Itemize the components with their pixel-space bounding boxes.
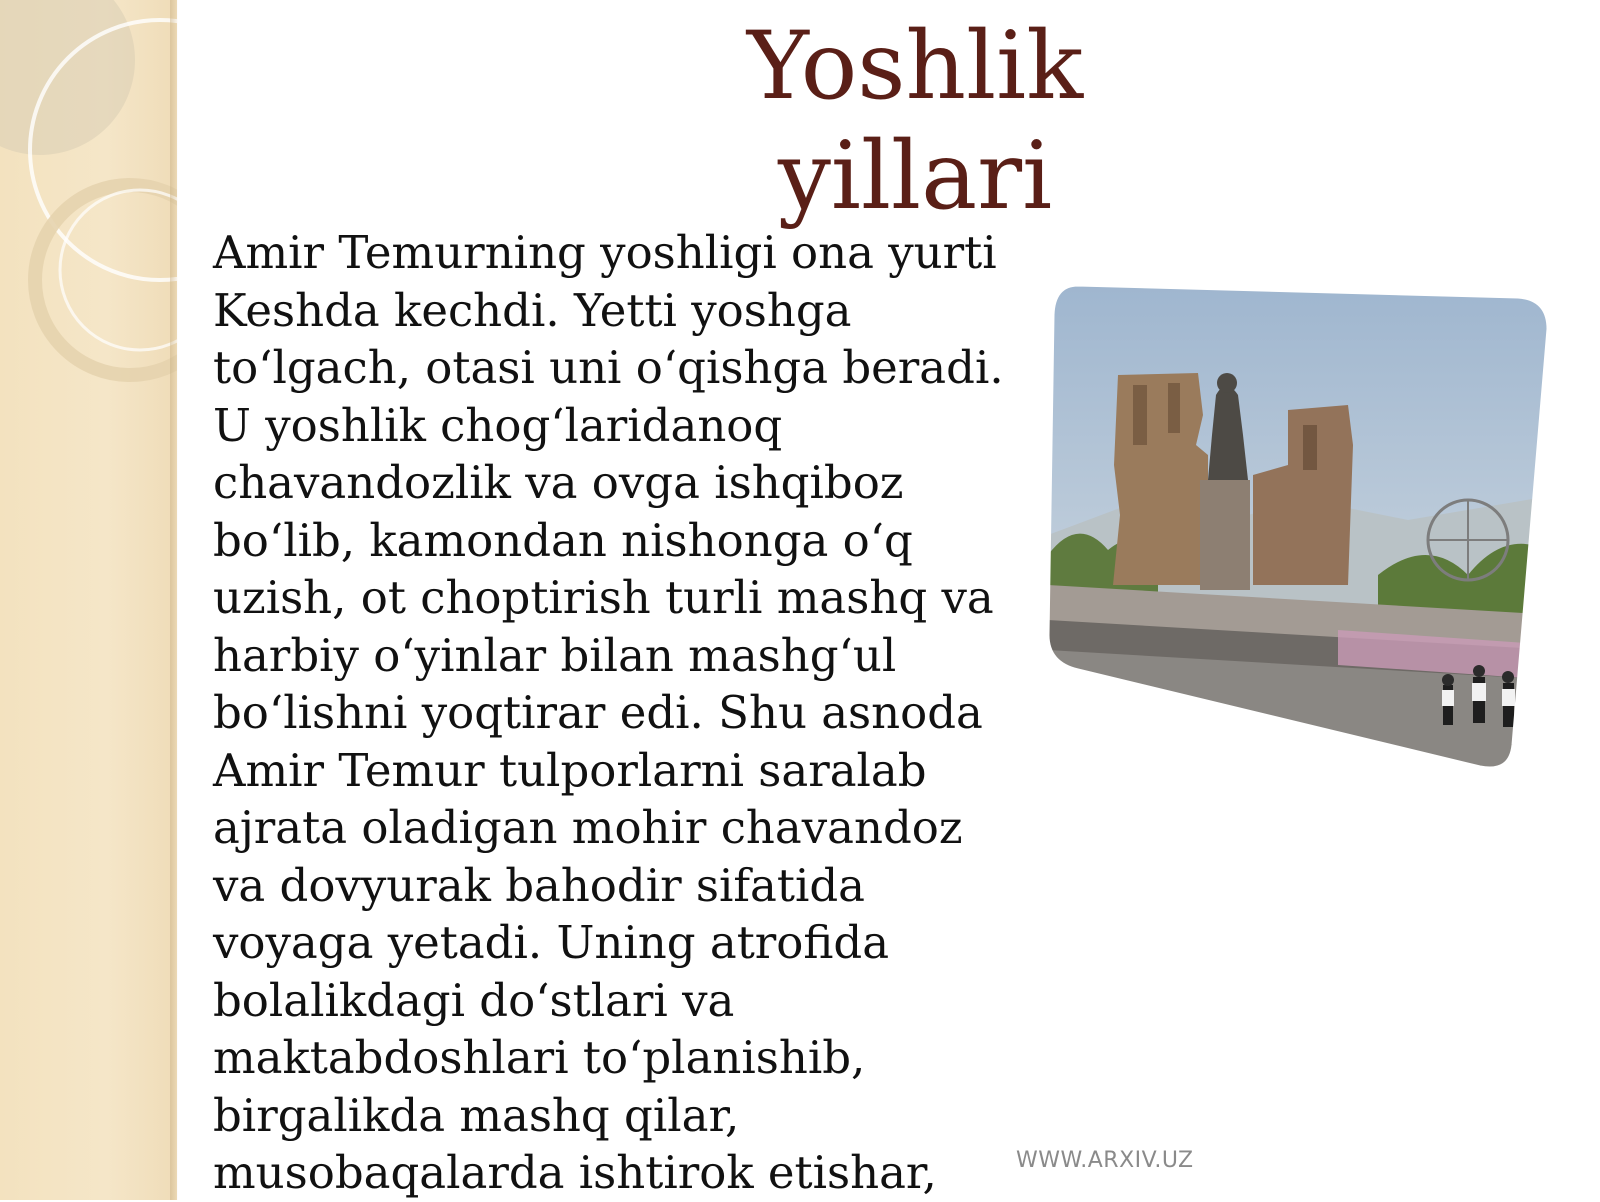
slide-body-text: Amir Temurning yoshligi ona yurti Keshda kechdi. Yetti yoshga to‘lgach, otasi uni o‘qishga beradi. U yoshlik chog‘laridanoq chavandozlik va ovga ishqiboz bo‘lib, kamondan nishonga o‘q uzish, ot choptirish turli mashq va harbiy o‘yinlar bilan mashg‘ul bo‘lishni yoqtirar edi. Shu asnoda Amir Temur tulporlarni saralab ajrata oladigan mohir chavandoz va dovyurak bahodir sifatida voyaga yetadi. Uning atrofida bolalikdagi do‘stlari va maktabdoshlari to‘planishib, birgalikda mashq qilar, musobaqalarda ishtirok etishar, [213,226,1004,1199]
slide-title: Yoshlik yillari [746,12,1084,231]
decorative-circles [0,0,177,1200]
band-edge-shadow [170,0,178,1200]
left-decorative-band [0,0,177,1200]
watermark-text: WWW.ARXIV.UZ [1016,1148,1194,1173]
monument-photo-icon [1048,285,1556,775]
monument-photo [1048,285,1556,775]
